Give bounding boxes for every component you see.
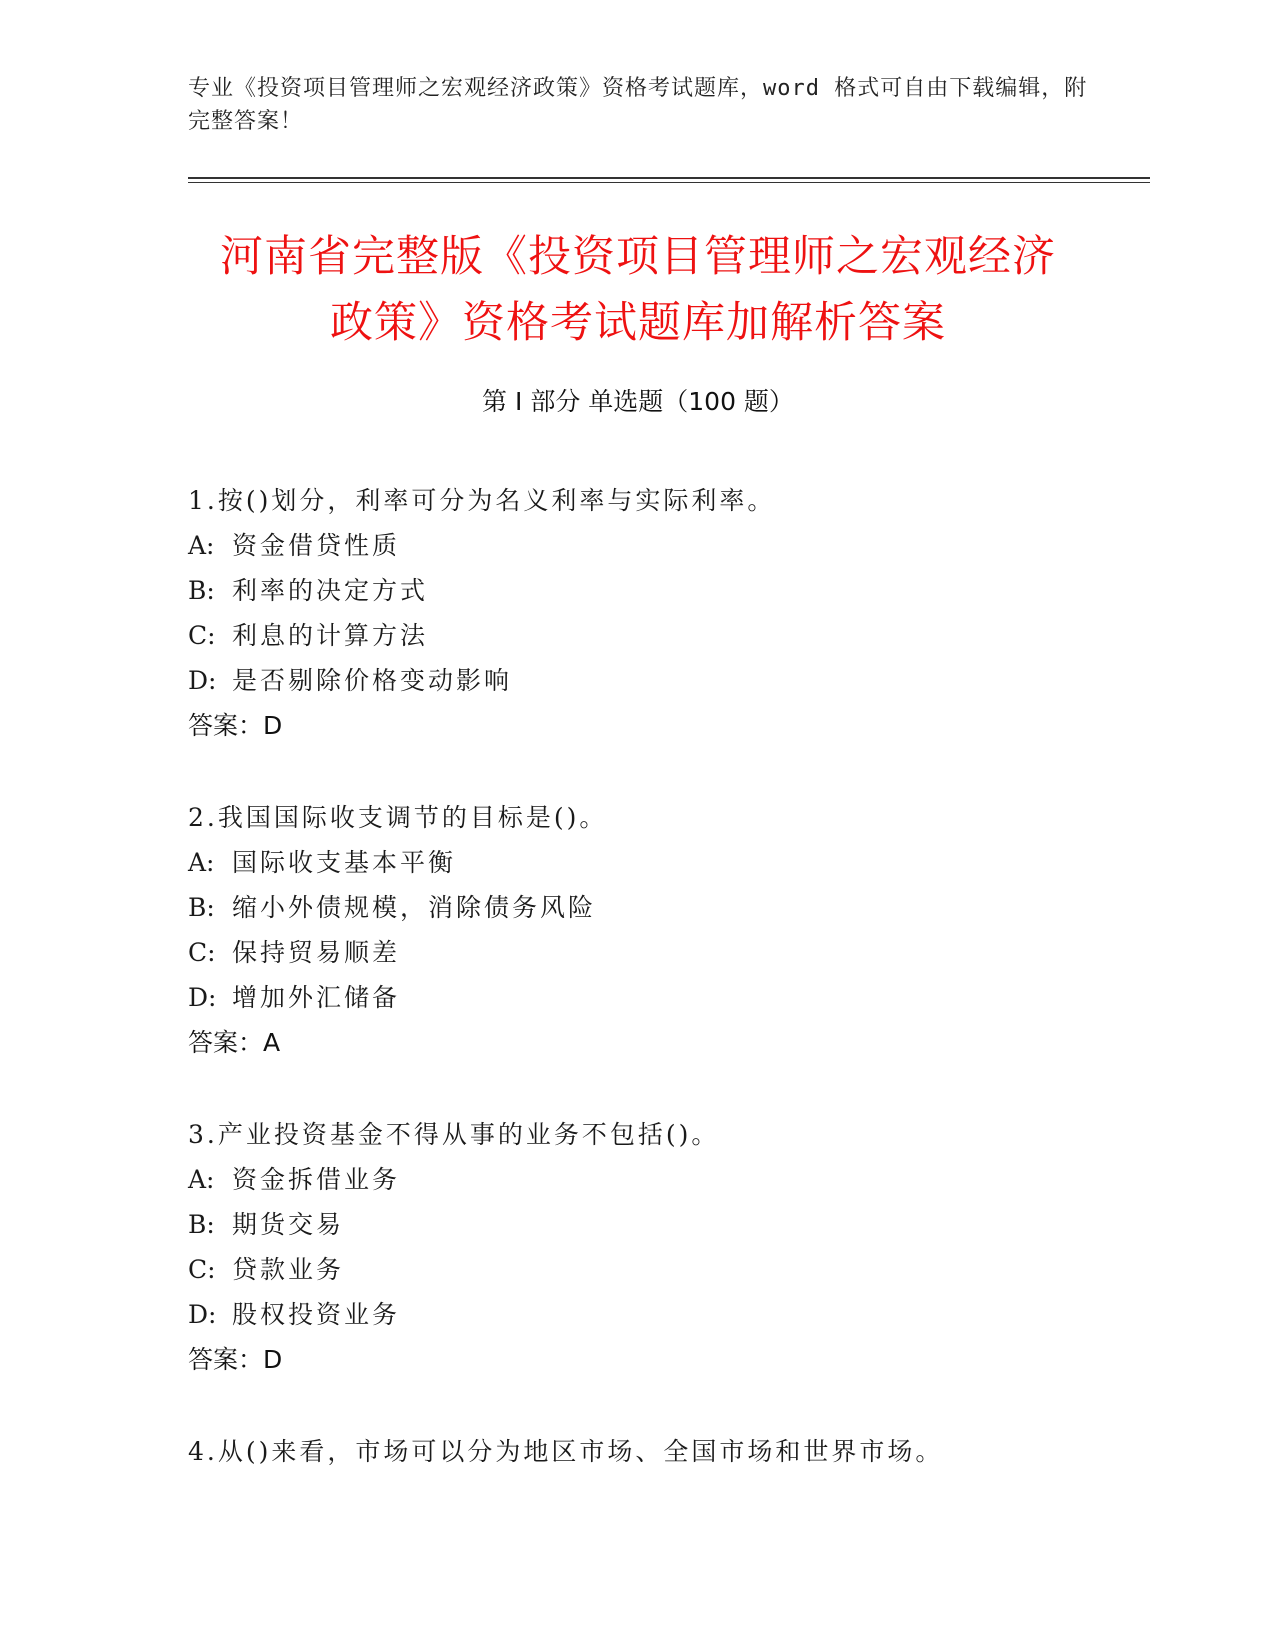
option-c [188,613,1150,658]
option-key: A: [188,848,215,877]
option-b [188,568,1150,613]
option-a [188,1157,1150,1202]
option-text: 股权投资业务 [232,1300,401,1329]
question-3 [188,1112,1150,1382]
section-title: 第 I 部分 单选题（100 题） [482,387,794,416]
option-text: 缩小外债规模，消除债务风险 [232,893,597,922]
option-key: D: [188,666,217,695]
question-stem: 2.我国国际收支调节的目标是()。 [188,803,608,832]
option-text: 增加外汇储备 [232,983,401,1012]
question-stem: 4.从()来看，市场可以分为地区市场、全国市场和世界市场。 [188,1437,944,1466]
option-text: 国际收支基本平衡 [232,848,457,877]
option-key: D: [188,1300,217,1329]
option-key: A: [188,1165,215,1194]
question-stem: 1.按()划分，利率可分为名义利率与实际利率。 [188,486,776,515]
option-key: B: [188,1210,215,1239]
document-title [188,224,1088,356]
option-key: C: [188,1255,216,1284]
option-text: 资金拆借业务 [232,1165,401,1194]
option-b [188,885,1150,930]
header-note: 专业《投资项目管理师之宏观经济政策》资格考试题库，word 格式可自由下载编辑，附完整答案！ [188,76,1088,134]
answer-line: 答案：A [188,1028,281,1057]
option-key: A: [188,531,215,560]
option-text: 利率的决定方式 [232,576,429,605]
option-d [188,1292,1150,1337]
option-text: 利息的计算方法 [232,621,429,650]
question-list [188,478,1150,1474]
question-stem: 3.产业投资基金不得从事的业务不包括()。 [188,1120,720,1149]
option-c [188,1247,1150,1292]
answer-line: 答案：D [188,1345,283,1374]
option-a [188,523,1150,568]
question-2 [188,795,1150,1065]
option-text: 保持贸易顺差 [232,938,401,967]
option-d [188,658,1150,703]
document-title-line-2: 政策》资格考试题库加解析答案 [330,298,946,348]
question-4 [188,1429,1150,1474]
option-a [188,840,1150,885]
option-text: 资金借贷性质 [232,531,401,560]
option-b [188,1202,1150,1247]
option-key: D: [188,983,217,1012]
question-1 [188,478,1150,748]
option-key: C: [188,621,216,650]
option-key: B: [188,893,215,922]
header-divider-thick [188,177,1150,179]
option-text: 是否剔除价格变动影响 [232,666,513,695]
option-c [188,930,1150,975]
option-text: 期货交易 [232,1210,345,1239]
document-title-line-1: 河南省完整版《投资项目管理师之宏观经济 [220,232,1056,282]
header-divider-thin [188,182,1150,183]
option-key: B: [188,576,215,605]
option-d [188,975,1150,1020]
option-text: 贷款业务 [232,1255,345,1284]
answer-line: 答案：D [188,711,283,740]
option-key: C: [188,938,216,967]
